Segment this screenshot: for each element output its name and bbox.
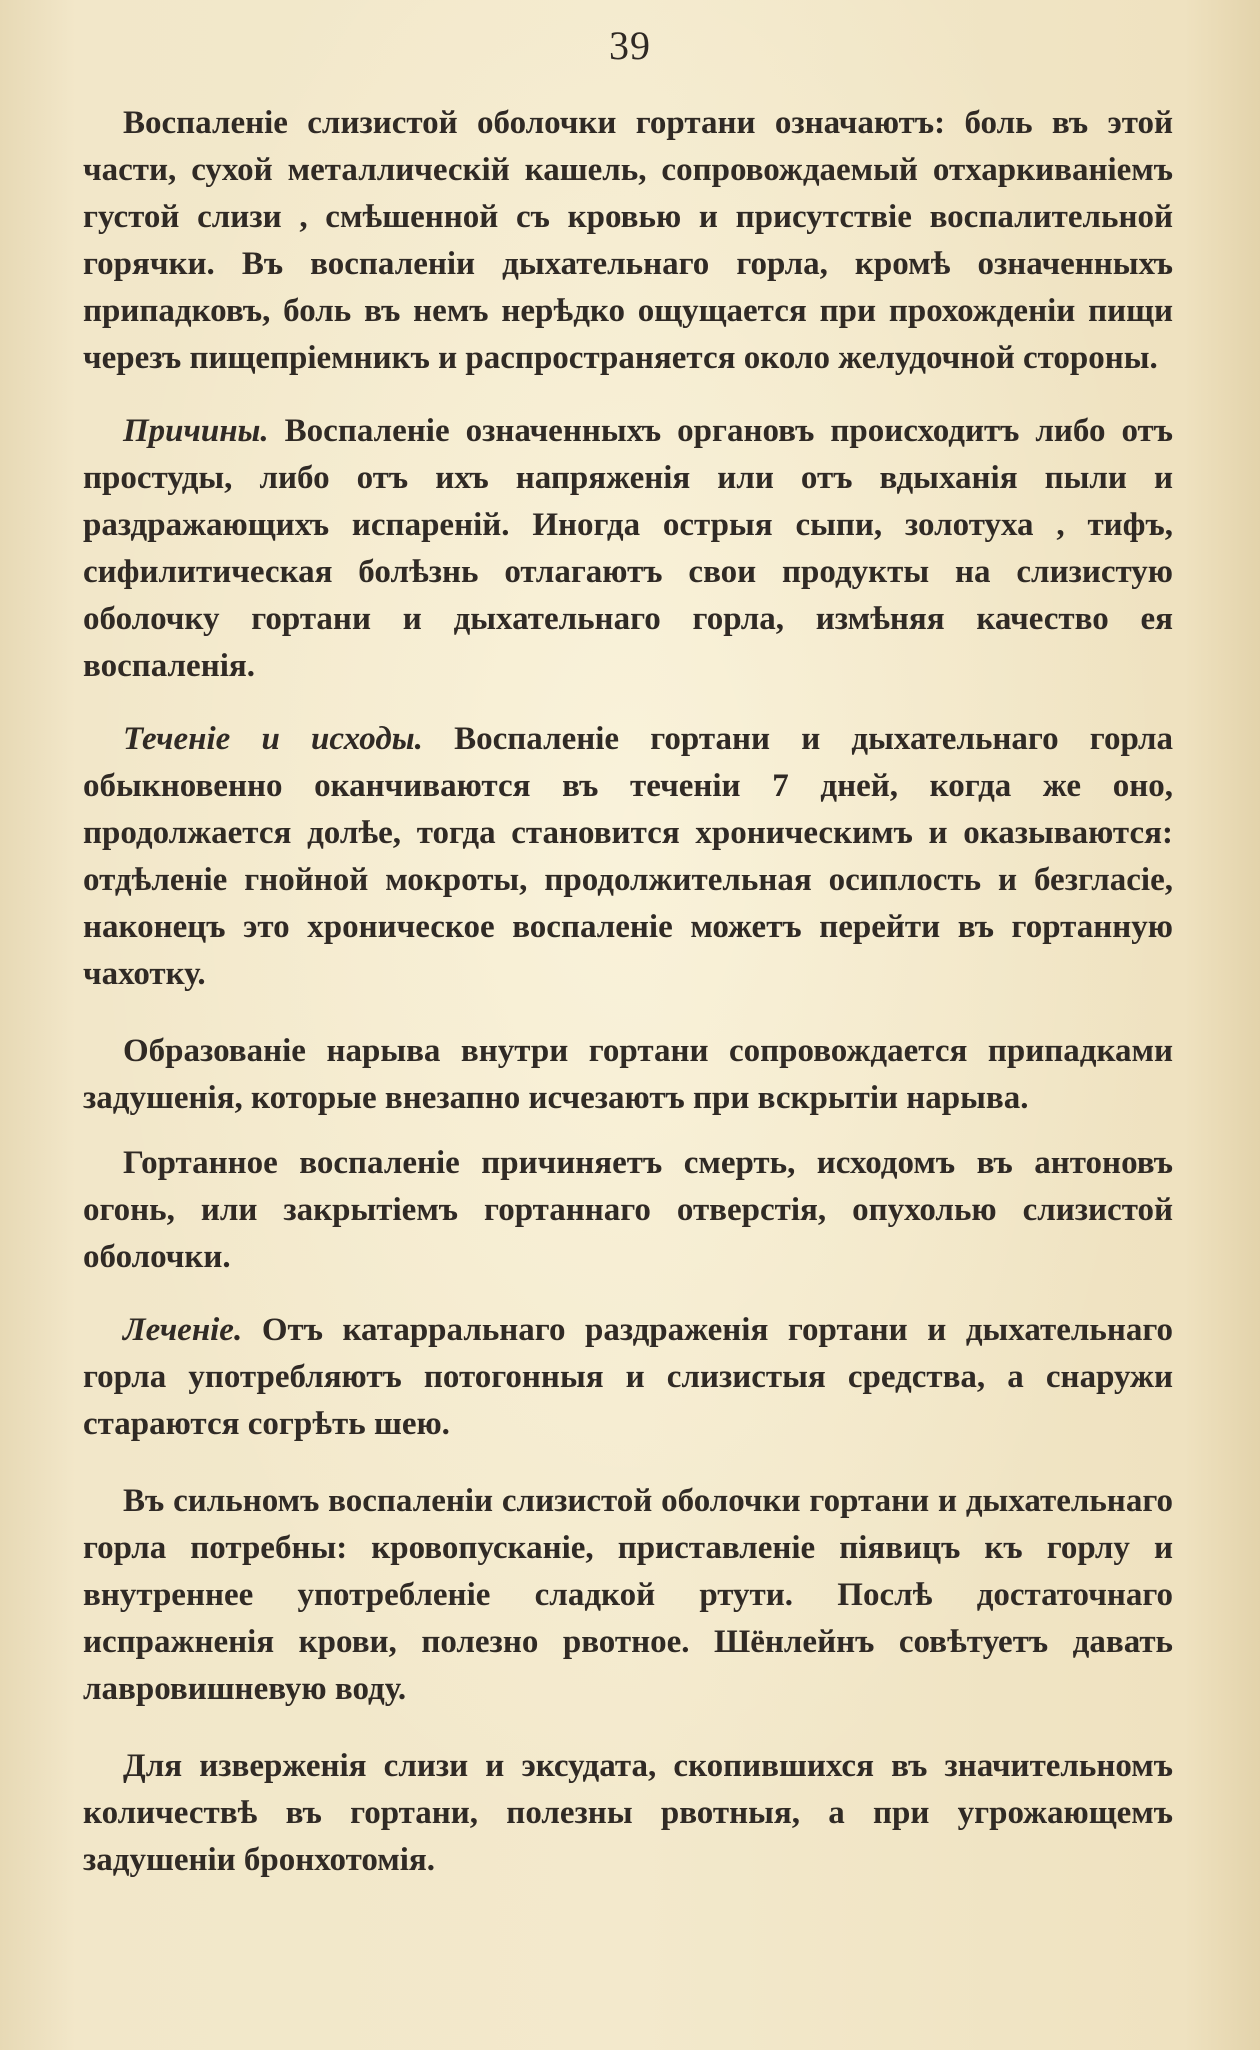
paragraph-abscess: [83, 1028, 1173, 1122]
paragraph-text: Гортанное воспаленіе причиняетъ смерть, исходомъ въ антоновъ огонь, или закрытіемъ гортаннаго отверстія, опухолью слизистой оболочки.: [83, 1145, 1173, 1275]
paragraph-death: [83, 1140, 1173, 1281]
section-heading-treatment: Леченіе.: [123, 1312, 243, 1348]
paragraph-causes: [83, 408, 1173, 690]
paragraph-course: [83, 716, 1173, 998]
paragraph-text: Воспаленіе слизистой оболочки гортани означаютъ: боль въ этой части, сухой металлическій кашель, сопровождаемый отхаркиваніемъ густой слизи , смѣшенной съ кровью и присутствіе воспалительной горячки. Въ воспаленіи дыхательнаго горла, кромѣ означенныхъ припадковъ, боль въ немъ нерѣдко ощущается при прохожденіи пищи черезъ пищепріемникъ и распространяется около желудочной стороны.: [83, 105, 1173, 376]
paragraph-treatment: [83, 1307, 1173, 1448]
paragraph-text: Для изверженія слизи и эксудата, скопившихся въ значительномъ количествѣ въ гортани, полезны рвотныя, а при угрожающемъ задушеніи бронхотомія.: [83, 1748, 1173, 1878]
page-number: 39: [609, 23, 651, 68]
paragraph-text: Отъ катарральнаго раздраженія гортани и дыхательнаго горла употребляютъ потогонныя и слизистыя средства, а снаружи стараются согрѣть шею.: [83, 1312, 1173, 1442]
paragraph-text: Образованіе нарыва внутри гортани сопровождается припадками задушенія, которые внезапно исчезаютъ при вскрытіи нарыва.: [83, 1033, 1173, 1116]
paragraph-symptoms: [83, 100, 1173, 382]
paragraph-text: Воспаленіе гортани и дыхательнаго горла обыкновенно оканчиваются въ теченіи 7 дней, когда же оно, продолжается долѣе, тогда становится хроническимъ и оказываются: отдѣленіе гнойной мокроты, продолжительная осиплость и безгласіе, наконецъ это хроническое воспаленіе можетъ перейти въ гортанную чахотку.: [83, 721, 1174, 992]
paragraph-text: Въ сильномъ воспаленіи слизистой оболочки гортани и дыхательнаго горла потребны: кровопусканіе, приставленіе піявицъ къ горлу и внутреннее употребленіе сладкой ртути. Послѣ достаточнаго испражненія крови, полезно рвотное. Шёнлейнъ совѣтуетъ давать лавровишневую воду.: [83, 1483, 1173, 1707]
page-body: [83, 100, 1173, 1884]
paragraph-severe-treatment: [83, 1478, 1173, 1713]
section-heading-course: Теченіе и исходы.: [123, 721, 423, 757]
paragraph-text: Воспаленіе означенныхъ органовъ происходитъ либо отъ простуды, либо отъ ихъ напряженія или отъ вдыханія пыли и раздражающихъ испареній. Иногда острыя сыпи, золотуха , тифъ, сифилитическая болѣзнь отлагаютъ свои продукты на слизистую оболочку гортани и дыхательнаго горла, измѣняя качество ея воспаленія.: [83, 413, 1174, 684]
section-heading-causes: Причины.: [123, 413, 269, 449]
paragraph-expectoration: [83, 1743, 1173, 1884]
